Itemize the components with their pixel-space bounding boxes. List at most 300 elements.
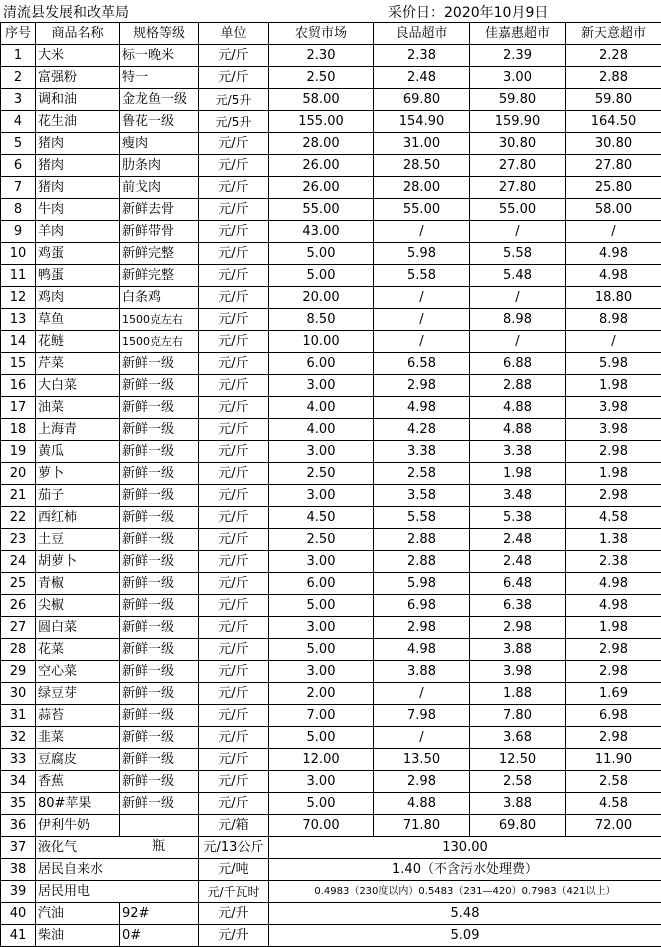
table-row bbox=[1, 573, 661, 595]
price-xintianyi: 1.98 bbox=[566, 463, 661, 485]
price-jiajiahui: 5.38 bbox=[470, 507, 566, 529]
row-no: 39 bbox=[1, 881, 36, 903]
price-liangpin: / bbox=[374, 683, 470, 705]
price-xintianyi: 2.58 bbox=[566, 771, 661, 793]
table-row bbox=[1, 529, 661, 551]
spec-grade bbox=[120, 815, 199, 837]
price-liangpin: / bbox=[374, 727, 470, 749]
price-xintianyi: 6.98 bbox=[566, 705, 661, 727]
product-name: 豆腐皮 bbox=[36, 749, 120, 771]
unit: 元/斤 bbox=[199, 639, 269, 661]
product-name: 草鱼 bbox=[36, 309, 120, 331]
price-farmers-market: 10.00 bbox=[269, 331, 374, 353]
unit: 元/斤 bbox=[199, 683, 269, 705]
price-jiajiahui: 12.50 bbox=[470, 749, 566, 771]
row-no: 10 bbox=[1, 243, 36, 265]
price-farmers-market: 26.00 bbox=[269, 155, 374, 177]
spec-grade: 瓶 bbox=[152, 839, 166, 854]
table-row bbox=[1, 507, 661, 529]
product-name: 鸡肉 bbox=[36, 287, 120, 309]
product-name: 萝卜 bbox=[36, 463, 120, 485]
price-xintianyi: 4.98 bbox=[566, 595, 661, 617]
price-farmers-market: 2.50 bbox=[269, 463, 374, 485]
row-no: 25 bbox=[1, 573, 36, 595]
price-farmers-market: 3.00 bbox=[269, 375, 374, 397]
price-jiajiahui: 27.80 bbox=[470, 155, 566, 177]
unit: 元/斤 bbox=[199, 463, 269, 485]
price-farmers-market: 5.00 bbox=[269, 793, 374, 815]
price-farmers-market: 3.00 bbox=[269, 617, 374, 639]
product-name: 茄子 bbox=[36, 485, 120, 507]
price-liangpin: 69.80 bbox=[374, 89, 470, 111]
price-xintianyi: 3.98 bbox=[566, 419, 661, 441]
price-liangpin: 2.98 bbox=[374, 617, 470, 639]
unit: 元/斤 bbox=[199, 133, 269, 155]
row-no: 15 bbox=[1, 353, 36, 375]
price-farmers-market: 5.00 bbox=[269, 727, 374, 749]
unit: 元/斤 bbox=[199, 309, 269, 331]
table-row bbox=[1, 309, 661, 331]
unit: 元/斤 bbox=[199, 265, 269, 287]
price-jiajiahui: 30.80 bbox=[470, 133, 566, 155]
price-xintianyi: 59.80 bbox=[566, 89, 661, 111]
table-row bbox=[1, 749, 661, 771]
product-name: 伊利牛奶 bbox=[36, 815, 120, 837]
row-no: 4 bbox=[1, 111, 36, 133]
organization-name: 清流县发展和改革局 bbox=[3, 5, 129, 21]
unit: 元/斤 bbox=[199, 661, 269, 683]
product-name: 芹菜 bbox=[36, 353, 120, 375]
price-xintianyi: 164.50 bbox=[566, 111, 661, 133]
table-row bbox=[1, 639, 661, 661]
row-no: 30 bbox=[1, 683, 36, 705]
unit: 元/斤 bbox=[199, 177, 269, 199]
table-row bbox=[1, 815, 661, 837]
table-row bbox=[1, 771, 661, 793]
spec-grade: 白条鸡 bbox=[120, 287, 199, 309]
price-liangpin: 28.00 bbox=[374, 177, 470, 199]
row-no: 14 bbox=[1, 331, 36, 353]
table-row bbox=[1, 221, 661, 243]
unit: 元/斤 bbox=[199, 375, 269, 397]
product-name: 土豆 bbox=[36, 529, 120, 551]
product-name: 汽油 bbox=[36, 903, 120, 925]
spec-grade: 瘦肉 bbox=[120, 133, 199, 155]
price-xintianyi: 4.58 bbox=[566, 793, 661, 815]
table-row bbox=[1, 375, 661, 397]
price-jiajiahui: 5.58 bbox=[470, 243, 566, 265]
price-farmers-market: 5.00 bbox=[269, 595, 374, 617]
price-xintianyi: 18.80 bbox=[566, 287, 661, 309]
unit: 元/斤 bbox=[199, 419, 269, 441]
price-liangpin: 4.28 bbox=[374, 419, 470, 441]
price-xintianyi: 2.28 bbox=[566, 45, 661, 67]
price-farmers-market: 2.00 bbox=[269, 683, 374, 705]
price-liangpin: 2.38 bbox=[374, 45, 470, 67]
price-farmers-market: 6.00 bbox=[269, 353, 374, 375]
price-farmers-market: 3.00 bbox=[269, 661, 374, 683]
product-name: 鸡蛋 bbox=[36, 243, 120, 265]
unit: 元/斤 bbox=[199, 441, 269, 463]
unit: 元/斤 bbox=[199, 749, 269, 771]
table-row bbox=[1, 705, 661, 727]
price-farmers-market: 55.00 bbox=[269, 199, 374, 221]
price-jiajiahui: 3.88 bbox=[470, 793, 566, 815]
row-no: 19 bbox=[1, 441, 36, 463]
table-row bbox=[1, 67, 661, 89]
table-row bbox=[1, 243, 661, 265]
row-no: 7 bbox=[1, 177, 36, 199]
product-name: 猪肉 bbox=[36, 133, 120, 155]
spec-grade: 新鲜一级 bbox=[120, 793, 199, 815]
unit: 元/5升 bbox=[199, 111, 269, 133]
product-name: 居民用电 bbox=[36, 881, 199, 903]
price-jiajiahui: 1.98 bbox=[470, 463, 566, 485]
price-xintianyi: 1.98 bbox=[566, 375, 661, 397]
price-liangpin: 4.98 bbox=[374, 639, 470, 661]
table-row bbox=[1, 595, 661, 617]
table-row bbox=[1, 683, 661, 705]
price-farmers-market: 4.50 bbox=[269, 507, 374, 529]
product-name: 胡萝卜 bbox=[36, 551, 120, 573]
report-header bbox=[0, 0, 661, 22]
spec-grade: 92# bbox=[120, 903, 199, 925]
price-xintianyi: 1.69 bbox=[566, 683, 661, 705]
product-name: 圆白菜 bbox=[36, 617, 120, 639]
table-row bbox=[1, 793, 661, 815]
spec-grade: 新鲜一级 bbox=[120, 573, 199, 595]
table-row bbox=[1, 441, 661, 463]
price-jiajiahui: / bbox=[470, 331, 566, 353]
product-name: 居民自来水 bbox=[36, 859, 199, 881]
row-no: 24 bbox=[1, 551, 36, 573]
row-no: 8 bbox=[1, 199, 36, 221]
row-no: 38 bbox=[1, 859, 36, 881]
unit: 元/斤 bbox=[199, 507, 269, 529]
product-name: 蒜苔 bbox=[36, 705, 120, 727]
price-table bbox=[0, 22, 661, 947]
row-no: 27 bbox=[1, 617, 36, 639]
price-xintianyi: 2.38 bbox=[566, 551, 661, 573]
spec-grade: 新鲜带骨 bbox=[120, 221, 199, 243]
unit: 元/斤 bbox=[199, 221, 269, 243]
row-no: 29 bbox=[1, 661, 36, 683]
table-row bbox=[1, 727, 661, 749]
spec-grade: 新鲜一级 bbox=[120, 595, 199, 617]
price-farmers-market: 8.50 bbox=[269, 309, 374, 331]
price-xintianyi: 58.00 bbox=[566, 199, 661, 221]
row-no: 34 bbox=[1, 771, 36, 793]
uniform-price: 0.4983（230度以内）0.5483（231—420）0.7983（421以上） bbox=[269, 881, 661, 903]
price-xintianyi: 72.00 bbox=[566, 815, 661, 837]
price-xintianyi: 2.98 bbox=[566, 485, 661, 507]
row-no: 3 bbox=[1, 89, 36, 111]
row-no: 22 bbox=[1, 507, 36, 529]
table-row bbox=[1, 551, 661, 573]
table-row bbox=[1, 485, 661, 507]
product-name: 上海青 bbox=[36, 419, 120, 441]
price-liangpin: 3.58 bbox=[374, 485, 470, 507]
row-no: 21 bbox=[1, 485, 36, 507]
row-no: 40 bbox=[1, 903, 36, 925]
price-xintianyi: 27.80 bbox=[566, 155, 661, 177]
table-row bbox=[1, 837, 661, 859]
price-farmers-market: 2.50 bbox=[269, 529, 374, 551]
product-name: 空心菜 bbox=[36, 661, 120, 683]
product-name: 80#苹果 bbox=[36, 793, 120, 815]
row-no: 33 bbox=[1, 749, 36, 771]
table-row bbox=[1, 177, 661, 199]
spec-grade: 新鲜一级 bbox=[120, 749, 199, 771]
price-jiajiahui: 2.58 bbox=[470, 771, 566, 793]
table-row bbox=[1, 903, 661, 925]
price-liangpin: 2.88 bbox=[374, 551, 470, 573]
product-name: 花鲢 bbox=[36, 331, 120, 353]
product-name: 柴油 bbox=[36, 925, 120, 947]
price-xintianyi: 4.98 bbox=[566, 265, 661, 287]
product-name: 油菜 bbox=[36, 397, 120, 419]
price-farmers-market: 20.00 bbox=[269, 287, 374, 309]
price-farmers-market: 2.50 bbox=[269, 67, 374, 89]
table-row bbox=[1, 331, 661, 353]
row-no: 11 bbox=[1, 265, 36, 287]
price-liangpin: 5.98 bbox=[374, 573, 470, 595]
product-name: 尖椒 bbox=[36, 595, 120, 617]
table-row bbox=[1, 199, 661, 221]
price-liangpin: 2.58 bbox=[374, 463, 470, 485]
price-jiajiahui: 6.48 bbox=[470, 573, 566, 595]
price-jiajiahui: 59.80 bbox=[470, 89, 566, 111]
unit: 元/斤 bbox=[199, 529, 269, 551]
price-jiajiahui: 2.48 bbox=[470, 529, 566, 551]
price-jiajiahui: 4.88 bbox=[470, 397, 566, 419]
price-jiajiahui: 69.80 bbox=[470, 815, 566, 837]
price-farmers-market: 3.00 bbox=[269, 551, 374, 573]
table-row bbox=[1, 617, 661, 639]
unit: 元/斤 bbox=[199, 67, 269, 89]
spec-grade: 0# bbox=[120, 925, 199, 947]
unit: 元/吨 bbox=[199, 859, 269, 881]
price-liangpin: 2.48 bbox=[374, 67, 470, 89]
spec-grade: 新鲜一级 bbox=[120, 771, 199, 793]
price-farmers-market: 4.00 bbox=[269, 419, 374, 441]
col-header-xintianyi: 新天意超市 bbox=[566, 23, 661, 45]
price-liangpin: 31.00 bbox=[374, 133, 470, 155]
unit: 元/斤 bbox=[199, 331, 269, 353]
unit: 元/斤 bbox=[199, 243, 269, 265]
survey-date: 采价日：2020年10月9日 bbox=[388, 5, 549, 21]
spec-grade: 新鲜一级 bbox=[120, 529, 199, 551]
price-liangpin: 2.88 bbox=[374, 529, 470, 551]
spec-grade: 前戈肉 bbox=[120, 177, 199, 199]
table-row bbox=[1, 463, 661, 485]
price-farmers-market: 5.00 bbox=[269, 243, 374, 265]
row-no: 1 bbox=[1, 45, 36, 67]
uniform-price: 5.09 bbox=[269, 925, 661, 947]
table-row bbox=[1, 111, 661, 133]
unit: 元/斤 bbox=[199, 727, 269, 749]
unit: 元/5升 bbox=[199, 89, 269, 111]
price-liangpin: / bbox=[374, 287, 470, 309]
price-farmers-market: 58.00 bbox=[269, 89, 374, 111]
product-name: 鸭蛋 bbox=[36, 265, 120, 287]
row-no: 16 bbox=[1, 375, 36, 397]
spec-grade: 新鲜一级 bbox=[120, 441, 199, 463]
price-jiajiahui: 1.88 bbox=[470, 683, 566, 705]
spec-grade: 新鲜一级 bbox=[120, 353, 199, 375]
row-no: 37 bbox=[1, 837, 36, 859]
spec-grade: 新鲜一级 bbox=[120, 463, 199, 485]
row-no: 26 bbox=[1, 595, 36, 617]
spec-grade: 新鲜一级 bbox=[120, 397, 199, 419]
price-liangpin: / bbox=[374, 221, 470, 243]
price-xintianyi: / bbox=[566, 221, 661, 243]
table-row bbox=[1, 419, 661, 441]
col-header-no: 序号 bbox=[1, 23, 36, 45]
unit: 元/升 bbox=[199, 925, 269, 947]
product-name: 富强粉 bbox=[36, 67, 120, 89]
price-liangpin: 154.90 bbox=[374, 111, 470, 133]
row-no: 28 bbox=[1, 639, 36, 661]
unit: 元/斤 bbox=[199, 353, 269, 375]
product-name: 羊肉 bbox=[36, 221, 120, 243]
price-farmers-market: 2.30 bbox=[269, 45, 374, 67]
spec-grade: 特一 bbox=[120, 67, 199, 89]
price-jiajiahui: 3.98 bbox=[470, 661, 566, 683]
price-jiajiahui: 3.48 bbox=[470, 485, 566, 507]
row-no: 31 bbox=[1, 705, 36, 727]
unit: 元/斤 bbox=[199, 155, 269, 177]
unit: 元/斤 bbox=[199, 199, 269, 221]
product-name: 绿豆芽 bbox=[36, 683, 120, 705]
price-farmers-market: 6.00 bbox=[269, 573, 374, 595]
price-jiajiahui: 3.00 bbox=[470, 67, 566, 89]
price-jiajiahui: 55.00 bbox=[470, 199, 566, 221]
table-row bbox=[1, 881, 661, 903]
spec-grade: 1500克左右 bbox=[120, 309, 199, 331]
price-jiajiahui: 27.80 bbox=[470, 177, 566, 199]
product-name: 西红柿 bbox=[36, 507, 120, 529]
price-xintianyi: 2.98 bbox=[566, 441, 661, 463]
price-farmers-market: 3.00 bbox=[269, 441, 374, 463]
price-farmers-market: 155.00 bbox=[269, 111, 374, 133]
price-jiajiahui: / bbox=[470, 287, 566, 309]
price-liangpin: / bbox=[374, 331, 470, 353]
row-no: 18 bbox=[1, 419, 36, 441]
table-header-row bbox=[1, 23, 661, 45]
spec-grade: 新鲜一级 bbox=[120, 507, 199, 529]
price-jiajiahui: 2.39 bbox=[470, 45, 566, 67]
product-name: 青椒 bbox=[36, 573, 120, 595]
price-liangpin: 13.50 bbox=[374, 749, 470, 771]
table-row bbox=[1, 353, 661, 375]
product-name: 大米 bbox=[36, 45, 120, 67]
price-farmers-market: 12.00 bbox=[269, 749, 374, 771]
price-farmers-market: 5.00 bbox=[269, 639, 374, 661]
product-name: 牛肉 bbox=[36, 199, 120, 221]
spec-grade: 鲁花一级 bbox=[120, 111, 199, 133]
product-name: 黄瓜 bbox=[36, 441, 120, 463]
table-row bbox=[1, 661, 661, 683]
price-xintianyi: 4.98 bbox=[566, 243, 661, 265]
price-xintianyi: 5.98 bbox=[566, 353, 661, 375]
product-name: 调和油 bbox=[36, 89, 120, 111]
price-liangpin: 71.80 bbox=[374, 815, 470, 837]
price-farmers-market: 70.00 bbox=[269, 815, 374, 837]
price-jiajiahui: 6.88 bbox=[470, 353, 566, 375]
price-liangpin: 4.88 bbox=[374, 793, 470, 815]
price-jiajiahui: 3.68 bbox=[470, 727, 566, 749]
product-name: 猪肉 bbox=[36, 177, 120, 199]
row-no: 17 bbox=[1, 397, 36, 419]
price-farmers-market: 26.00 bbox=[269, 177, 374, 199]
uniform-price: 1.40（不含污水处理费） bbox=[269, 859, 661, 881]
price-liangpin: / bbox=[374, 309, 470, 331]
price-xintianyi: 1.38 bbox=[566, 529, 661, 551]
spec-grade: 1500克左右 bbox=[120, 331, 199, 353]
price-liangpin: 28.50 bbox=[374, 155, 470, 177]
row-no: 9 bbox=[1, 221, 36, 243]
table-row bbox=[1, 287, 661, 309]
table-row bbox=[1, 133, 661, 155]
product-name: 花生油 bbox=[36, 111, 120, 133]
price-jiajiahui: 2.98 bbox=[470, 617, 566, 639]
price-jiajiahui: 4.88 bbox=[470, 419, 566, 441]
col-header-unit: 单位 bbox=[199, 23, 269, 45]
col-header-farmers-market: 农贸市场 bbox=[269, 23, 374, 45]
row-no: 6 bbox=[1, 155, 36, 177]
price-xintianyi: 30.80 bbox=[566, 133, 661, 155]
uniform-price: 130.00 bbox=[269, 837, 661, 859]
price-farmers-market: 3.00 bbox=[269, 485, 374, 507]
product-name: 花菜 bbox=[36, 639, 120, 661]
price-farmers-market: 3.00 bbox=[269, 771, 374, 793]
price-liangpin: 5.98 bbox=[374, 243, 470, 265]
table-row bbox=[1, 859, 661, 881]
spec-grade: 新鲜完整 bbox=[120, 243, 199, 265]
price-liangpin: 4.98 bbox=[374, 397, 470, 419]
row-no: 35 bbox=[1, 793, 36, 815]
unit: 元/斤 bbox=[199, 771, 269, 793]
row-no: 32 bbox=[1, 727, 36, 749]
price-xintianyi: 2.98 bbox=[566, 639, 661, 661]
unit: 元/斤 bbox=[199, 573, 269, 595]
unit: 元/13公斤 bbox=[199, 837, 269, 859]
unit: 元/千瓦时 bbox=[199, 881, 269, 903]
price-jiajiahui: 5.48 bbox=[470, 265, 566, 287]
unit: 元/斤 bbox=[199, 287, 269, 309]
unit: 元/斤 bbox=[199, 793, 269, 815]
price-farmers-market: 28.00 bbox=[269, 133, 374, 155]
product-name: 猪肉 bbox=[36, 155, 120, 177]
price-farmers-market: 7.00 bbox=[269, 705, 374, 727]
price-liangpin: 2.98 bbox=[374, 375, 470, 397]
price-xintianyi: 25.80 bbox=[566, 177, 661, 199]
col-header-jiajiahui: 佳嘉惠超市 bbox=[470, 23, 566, 45]
product-name: 大白菜 bbox=[36, 375, 120, 397]
price-liangpin: 2.98 bbox=[374, 771, 470, 793]
price-jiajiahui: / bbox=[470, 221, 566, 243]
table-row bbox=[1, 925, 661, 947]
spec-grade: 新鲜一级 bbox=[120, 705, 199, 727]
price-xintianyi: 11.90 bbox=[566, 749, 661, 771]
unit: 元/斤 bbox=[199, 485, 269, 507]
spec-grade: 新鲜一级 bbox=[120, 485, 199, 507]
product-name: 韭菜 bbox=[36, 727, 120, 749]
price-liangpin: 3.88 bbox=[374, 661, 470, 683]
price-jiajiahui: 159.90 bbox=[470, 111, 566, 133]
unit: 元/斤 bbox=[199, 551, 269, 573]
